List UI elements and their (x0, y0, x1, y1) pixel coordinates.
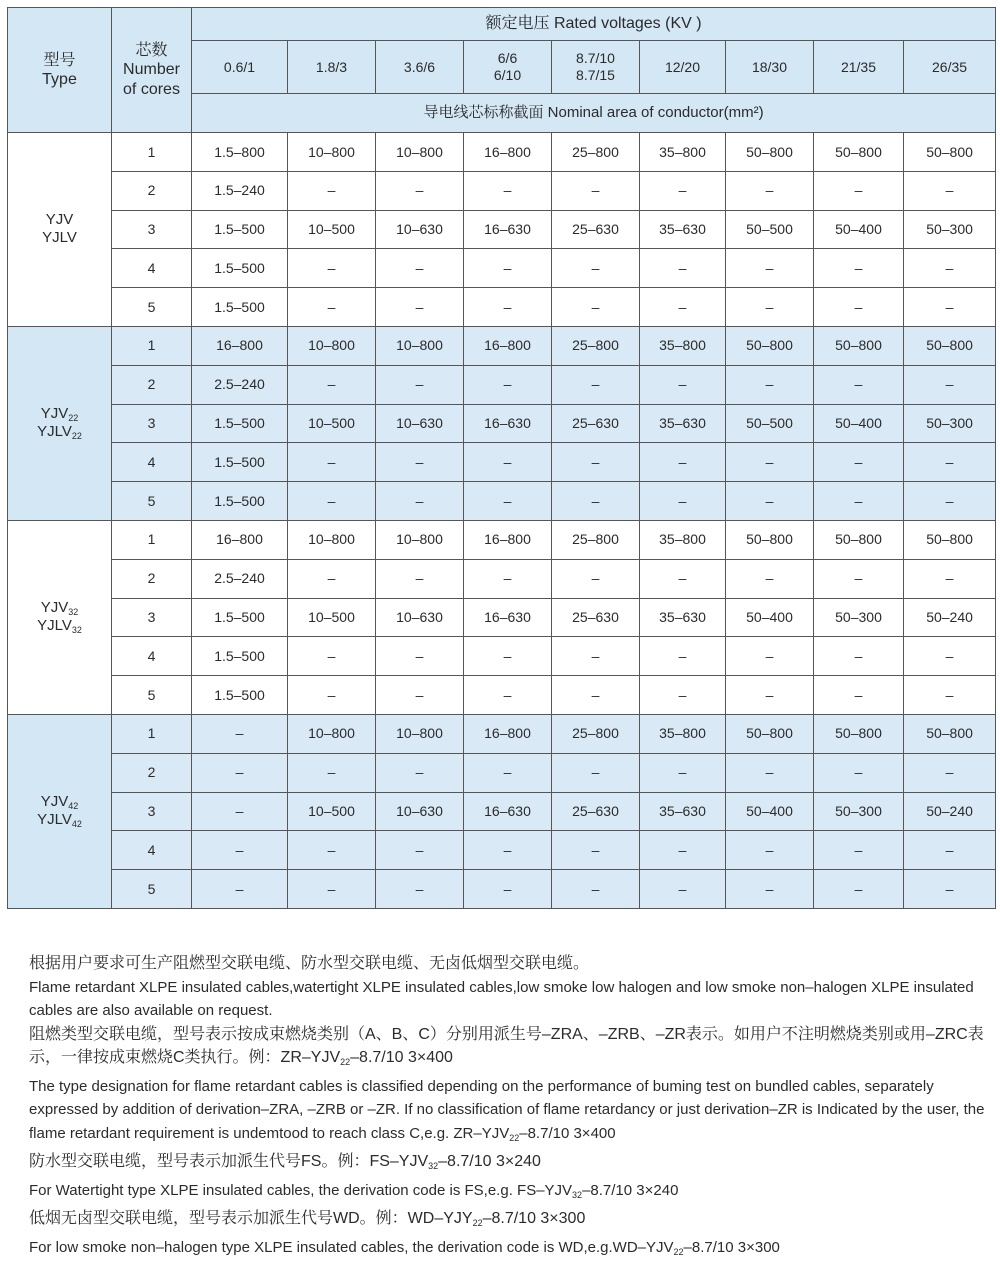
area-value-cell: 16–800 (464, 714, 552, 753)
area-value-cell: 35–630 (640, 598, 726, 637)
area-value-cell: 16–630 (464, 598, 552, 637)
core-count-cell: 2 (112, 365, 192, 404)
note-en-4-text: For low smoke non–halogen type XLPE insulated cables, the derivation code is WD,e.g.WD–YJV (29, 1239, 674, 1256)
model-header-en: Type (8, 70, 111, 89)
area-value-cell: 10–800 (376, 133, 464, 172)
area-value-cell: 10–630 (376, 598, 464, 637)
area-value-cell: 35–800 (640, 714, 726, 753)
table-row (8, 249, 996, 288)
area-value-cell: 35–630 (640, 792, 726, 831)
area-value-cell: 10–630 (376, 792, 464, 831)
voltage-header-cell: 6/6 6/10 (464, 41, 552, 94)
area-value-cell: 10–630 (376, 210, 464, 249)
area-value-cell: – (376, 559, 464, 598)
area-value-cell: – (904, 443, 996, 482)
model-name-1-text: YJV (41, 793, 69, 810)
table-body (8, 133, 996, 909)
area-value-cell: – (640, 249, 726, 288)
area-value-cell: 50–800 (814, 133, 904, 172)
note-en-3-text: For Watertight type XLPE insulated cables, the derivation code is FS,e.g. FS–YJV (29, 1182, 572, 1199)
note-en-4-sub: 22 (674, 1247, 684, 1257)
table-row (8, 714, 996, 753)
area-value-cell: 1.5–500 (192, 637, 288, 676)
note-zh-3-tail: –8.7/10 3×240 (438, 1153, 541, 1170)
table-header (8, 8, 996, 133)
table-row (8, 637, 996, 676)
area-value-cell: – (376, 831, 464, 870)
core-count-cell: 4 (112, 637, 192, 676)
area-value-cell: – (192, 831, 288, 870)
area-value-cell: 1.5–500 (192, 443, 288, 482)
area-value-cell: – (464, 870, 552, 909)
area-value-cell: 25–800 (552, 133, 640, 172)
area-value-cell: – (814, 249, 904, 288)
area-value-cell: – (904, 559, 996, 598)
area-value-cell: – (904, 753, 996, 792)
note-zh-2-text: 阻燃类型交联电缆，型号表示按成束燃烧类别（A、B、C）分别用派生号–ZRA、–ZRB、–ZR表示。如用户不注明燃烧类别或用–ZRC表示，一律按成束燃烧C类执行。例：ZR–YJV (29, 1026, 984, 1067)
core-count-cell: 1 (112, 714, 192, 753)
cores-header-zh: 芯数 (112, 41, 191, 60)
nominal-area-header: 导电线芯标称截面 Nominal area of conductor(mm²) (192, 94, 996, 133)
area-value-cell: 50–300 (904, 404, 996, 443)
area-value-cell: – (464, 676, 552, 715)
cable-spec-table (7, 7, 996, 909)
area-value-cell: – (814, 676, 904, 715)
area-value-cell: 16–630 (464, 404, 552, 443)
area-value-cell: 1.5–500 (192, 249, 288, 288)
area-value-cell: – (288, 753, 376, 792)
area-value-cell: – (726, 171, 814, 210)
area-value-cell: 35–800 (640, 520, 726, 559)
area-value-cell: 10–800 (288, 714, 376, 753)
table-row (8, 288, 996, 327)
area-value-cell: 16–800 (464, 520, 552, 559)
core-count-cell: 3 (112, 404, 192, 443)
area-value-cell: 16–630 (464, 792, 552, 831)
area-value-cell: – (904, 365, 996, 404)
model-cell (8, 714, 112, 908)
core-count-cell: 4 (112, 249, 192, 288)
table-row (8, 326, 996, 365)
area-value-cell: – (288, 443, 376, 482)
area-value-cell: – (552, 288, 640, 327)
area-value-cell: – (192, 792, 288, 831)
note-en-2-text: The type designation for flame retardant cables is classified depending on the performance of buming test on bundled cables, separately expressed by addition of derivation–ZRA, –ZRB or –ZR. If no classification of flame retardancy or just derivation–ZR is Indicated by the user, the flame retardant requirement is undemtood to reach class C,e.g. ZR–YJV (29, 1078, 984, 1142)
note-zh-2-tail: –8.7/10 3×400 (350, 1049, 453, 1066)
model-cell (8, 326, 112, 520)
area-value-cell: – (726, 443, 814, 482)
area-value-cell: 35–630 (640, 404, 726, 443)
model-name-2 (8, 423, 111, 442)
area-value-cell: 25–630 (552, 792, 640, 831)
core-count-cell: 3 (112, 210, 192, 249)
model-name-2-text: YJLV (37, 423, 72, 440)
area-value-cell: 35–800 (640, 326, 726, 365)
area-value-cell: – (726, 365, 814, 404)
note-zh-2 (7, 1023, 992, 1075)
area-value-cell: 1.5–500 (192, 482, 288, 521)
cores-header-en-2: of cores (112, 80, 191, 99)
area-value-cell: – (376, 365, 464, 404)
core-count-cell: 2 (112, 753, 192, 792)
model-name-1-sub: 22 (68, 413, 78, 423)
note-en-4 (7, 1236, 992, 1264)
area-value-cell: 1.5–500 (192, 210, 288, 249)
area-value-cell: 50–800 (904, 520, 996, 559)
area-value-cell: 35–630 (640, 210, 726, 249)
table-row (8, 404, 996, 443)
area-value-cell: – (552, 637, 640, 676)
core-count-cell: 5 (112, 676, 192, 715)
note-en-2-sub: 22 (509, 1133, 519, 1143)
area-value-cell: – (552, 443, 640, 482)
area-value-cell: 50–800 (904, 133, 996, 172)
area-value-cell: – (640, 831, 726, 870)
area-value-cell: 10–800 (376, 326, 464, 365)
area-value-cell: – (640, 637, 726, 676)
area-value-cell: 25–630 (552, 210, 640, 249)
area-value-cell: – (726, 637, 814, 676)
voltage-header-cell: 0.6/1 (192, 41, 288, 94)
area-value-cell: – (904, 676, 996, 715)
core-count-cell: 1 (112, 133, 192, 172)
model-name-1 (8, 793, 111, 812)
table-row (8, 443, 996, 482)
area-value-cell: – (288, 482, 376, 521)
area-value-cell: – (814, 559, 904, 598)
area-value-cell: – (464, 249, 552, 288)
table-row (8, 482, 996, 521)
area-value-cell: 10–800 (288, 133, 376, 172)
area-value-cell: – (640, 870, 726, 909)
area-value-cell: 50–400 (726, 792, 814, 831)
model-name-2 (8, 811, 111, 830)
area-value-cell: – (726, 482, 814, 521)
area-value-cell: 1.5–500 (192, 288, 288, 327)
area-value-cell: – (640, 443, 726, 482)
area-value-cell: 1.5–500 (192, 404, 288, 443)
core-count-cell: 1 (112, 326, 192, 365)
area-value-cell: – (640, 365, 726, 404)
area-value-cell: 50–500 (726, 404, 814, 443)
area-value-cell: – (288, 559, 376, 598)
area-value-cell: 50–300 (814, 598, 904, 637)
area-value-cell: 50–400 (814, 404, 904, 443)
model-name-2 (8, 229, 111, 248)
area-value-cell: – (464, 831, 552, 870)
core-count-cell: 2 (112, 559, 192, 598)
area-value-cell: – (376, 676, 464, 715)
area-value-cell: 10–500 (288, 404, 376, 443)
area-value-cell: – (726, 288, 814, 327)
rated-voltage-header: 额定电压 Rated voltages (KV ) (192, 8, 996, 41)
note-zh-3 (7, 1150, 992, 1179)
area-value-cell: 2.5–240 (192, 559, 288, 598)
area-value-cell: 50–240 (904, 792, 996, 831)
area-value-cell: 16–630 (464, 210, 552, 249)
model-header (8, 8, 112, 133)
core-count-cell: 5 (112, 482, 192, 521)
area-value-cell: 50–800 (814, 326, 904, 365)
model-name-2-text: YJLV (37, 811, 72, 828)
area-value-cell: 2.5–240 (192, 365, 288, 404)
table-row (8, 598, 996, 637)
model-name-2 (8, 617, 111, 636)
area-value-cell: 35–800 (640, 133, 726, 172)
note-en-2-tail: –8.7/10 3×400 (519, 1125, 615, 1142)
area-value-cell: – (640, 676, 726, 715)
note-zh-1: 根据用户要求可生产阻燃型交联电缆、防水型交联电缆、无卤低烟型交联电缆。 (7, 952, 992, 976)
model-name-1-sub: 32 (68, 607, 78, 617)
area-value-cell: – (552, 482, 640, 521)
area-value-cell: – (726, 753, 814, 792)
area-value-cell: – (726, 870, 814, 909)
area-value-cell: – (552, 249, 640, 288)
area-value-cell: – (552, 753, 640, 792)
area-value-cell: – (376, 482, 464, 521)
cores-header-en-1: Number (112, 60, 191, 79)
model-name-1-text: YJV (41, 599, 69, 616)
area-value-cell: – (640, 482, 726, 521)
area-value-cell: – (376, 870, 464, 909)
area-value-cell: – (904, 171, 996, 210)
voltage-header-cell: 1.8/3 (288, 41, 376, 94)
area-value-cell: – (376, 288, 464, 327)
area-value-cell: – (904, 249, 996, 288)
area-value-cell: 50–800 (814, 714, 904, 753)
model-name-2-sub: 22 (72, 431, 82, 441)
area-value-cell: 10–800 (288, 520, 376, 559)
area-value-cell: 50–800 (726, 520, 814, 559)
area-value-cell: – (464, 753, 552, 792)
area-value-cell: – (288, 365, 376, 404)
model-name-2-text: YJLV (37, 617, 72, 634)
area-value-cell: 50–240 (904, 598, 996, 637)
note-zh-4 (7, 1207, 992, 1236)
area-value-cell: 1.5–800 (192, 133, 288, 172)
area-value-cell: 10–500 (288, 792, 376, 831)
area-value-cell: – (464, 171, 552, 210)
area-value-cell: 50–300 (814, 792, 904, 831)
table-row (8, 133, 996, 172)
area-value-cell: – (814, 482, 904, 521)
area-value-cell: 50–800 (904, 326, 996, 365)
area-value-cell: – (376, 171, 464, 210)
area-value-cell: – (640, 559, 726, 598)
area-value-cell: – (288, 288, 376, 327)
model-name-2-sub: 42 (72, 819, 82, 829)
area-value-cell: – (192, 870, 288, 909)
model-header-zh: 型号 (8, 51, 111, 70)
area-value-cell: 16–800 (464, 326, 552, 365)
voltage-header-cell: 21/35 (814, 41, 904, 94)
model-name-1-text: YJV (41, 405, 69, 422)
area-value-cell: – (376, 443, 464, 482)
model-name-2-text: YJLV (42, 229, 77, 246)
area-value-cell: – (904, 870, 996, 909)
model-name-2-sub: 32 (72, 625, 82, 635)
area-value-cell: – (464, 288, 552, 327)
area-value-cell: – (904, 637, 996, 676)
area-value-cell: – (192, 753, 288, 792)
area-value-cell: 16–800 (192, 520, 288, 559)
area-value-cell: 50–300 (904, 210, 996, 249)
area-value-cell: – (814, 870, 904, 909)
area-value-cell: – (904, 831, 996, 870)
area-value-cell: – (640, 288, 726, 327)
area-value-cell: 50–400 (814, 210, 904, 249)
model-name-1-text: YJV (46, 211, 74, 228)
model-cell (8, 133, 112, 327)
core-count-cell: 3 (112, 792, 192, 831)
area-value-cell: – (552, 365, 640, 404)
area-value-cell: 1.5–500 (192, 676, 288, 715)
area-value-cell: – (904, 288, 996, 327)
note-zh-4-tail: –8.7/10 3×300 (483, 1210, 586, 1227)
core-count-cell: 4 (112, 443, 192, 482)
table-row (8, 171, 996, 210)
note-zh-4-text: 低烟无卤型交联电缆，型号表示加派生代号WD。例：WD–YJY (29, 1210, 473, 1227)
area-value-cell: 25–630 (552, 598, 640, 637)
note-en-2 (7, 1075, 992, 1151)
note-en-3-tail: –8.7/10 3×240 (582, 1182, 678, 1199)
voltage-header-cell: 12/20 (640, 41, 726, 94)
area-value-cell: – (552, 171, 640, 210)
table-row (8, 753, 996, 792)
area-value-cell: – (192, 714, 288, 753)
table-row (8, 520, 996, 559)
area-value-cell: – (288, 249, 376, 288)
voltage-header-cell: 3.6/6 (376, 41, 464, 94)
core-count-cell: 5 (112, 870, 192, 909)
note-en-1: Flame retardant XLPE insulated cables,watertight XLPE insulated cables,low smoke low halogen and low smoke non–halogen XLPE insulated cables are also available on request. (7, 976, 992, 1023)
area-value-cell: – (552, 559, 640, 598)
area-value-cell: 10–800 (288, 326, 376, 365)
area-value-cell: – (552, 870, 640, 909)
area-value-cell: – (814, 365, 904, 404)
note-en-3 (7, 1179, 992, 1208)
table-row (8, 365, 996, 404)
area-value-cell: 16–800 (464, 133, 552, 172)
area-value-cell: – (464, 482, 552, 521)
core-count-cell: 5 (112, 288, 192, 327)
area-value-cell: – (814, 753, 904, 792)
voltage-header-cell: 8.7/10 8.7/15 (552, 41, 640, 94)
area-value-cell: – (726, 831, 814, 870)
model-cell (8, 520, 112, 714)
cores-header (112, 8, 192, 133)
area-value-cell: 50–800 (904, 714, 996, 753)
area-value-cell: 50–400 (726, 598, 814, 637)
area-value-cell: 10–630 (376, 404, 464, 443)
note-en-3-sub: 32 (572, 1190, 582, 1200)
table-row (8, 831, 996, 870)
table-row (8, 870, 996, 909)
area-value-cell: – (288, 870, 376, 909)
area-value-cell: – (640, 753, 726, 792)
core-count-cell: 4 (112, 831, 192, 870)
model-name-1 (8, 599, 111, 618)
table-row (8, 210, 996, 249)
area-value-cell: 50–800 (814, 520, 904, 559)
note-zh-2-sub: 22 (340, 1057, 350, 1067)
notes-section (7, 952, 992, 1264)
voltage-header-cell: 26/35 (904, 41, 996, 94)
area-value-cell: 1.5–500 (192, 598, 288, 637)
note-zh-4-sub: 22 (473, 1218, 483, 1228)
area-value-cell: 10–800 (376, 520, 464, 559)
area-value-cell: – (288, 171, 376, 210)
area-value-cell: 25–800 (552, 326, 640, 365)
area-value-cell: – (464, 443, 552, 482)
voltage-header-cell: 18/30 (726, 41, 814, 94)
area-value-cell: 25–800 (552, 520, 640, 559)
area-value-cell: – (464, 559, 552, 598)
area-value-cell: – (814, 637, 904, 676)
model-name-1 (8, 405, 111, 424)
area-value-cell: 25–800 (552, 714, 640, 753)
area-value-cell: – (552, 676, 640, 715)
core-count-cell: 2 (112, 171, 192, 210)
area-value-cell: – (464, 637, 552, 676)
area-value-cell: – (814, 831, 904, 870)
model-name-1 (8, 211, 111, 230)
area-value-cell: – (288, 637, 376, 676)
area-value-cell: – (288, 831, 376, 870)
area-value-cell: 10–500 (288, 210, 376, 249)
area-value-cell: – (376, 637, 464, 676)
area-value-cell: – (726, 559, 814, 598)
model-name-1-sub: 42 (68, 801, 78, 811)
core-count-cell: 1 (112, 520, 192, 559)
area-value-cell: 1.5–240 (192, 171, 288, 210)
area-value-cell: 10–800 (376, 714, 464, 753)
note-zh-3-text: 防水型交联电缆，型号表示加派生代号FS。例：FS–YJV (29, 1153, 428, 1170)
area-value-cell: 50–500 (726, 210, 814, 249)
area-value-cell: 50–800 (726, 133, 814, 172)
area-value-cell: 25–630 (552, 404, 640, 443)
area-value-cell: – (552, 831, 640, 870)
area-value-cell: – (376, 249, 464, 288)
area-value-cell: – (814, 288, 904, 327)
area-value-cell: – (726, 676, 814, 715)
area-value-cell: – (904, 482, 996, 521)
area-value-cell: – (814, 171, 904, 210)
area-value-cell: 16–800 (192, 326, 288, 365)
area-value-cell: – (376, 753, 464, 792)
area-value-cell: – (814, 443, 904, 482)
note-en-4-tail: –8.7/10 3×300 (684, 1239, 780, 1256)
area-value-cell: – (640, 171, 726, 210)
table-row (8, 559, 996, 598)
note-zh-3-sub: 32 (428, 1161, 438, 1171)
area-value-cell: 50–800 (726, 326, 814, 365)
area-value-cell: 50–800 (726, 714, 814, 753)
core-count-cell: 3 (112, 598, 192, 637)
area-value-cell: – (726, 249, 814, 288)
area-value-cell: – (288, 676, 376, 715)
table-row (8, 676, 996, 715)
table-row (8, 792, 996, 831)
area-value-cell: 10–500 (288, 598, 376, 637)
area-value-cell: – (464, 365, 552, 404)
